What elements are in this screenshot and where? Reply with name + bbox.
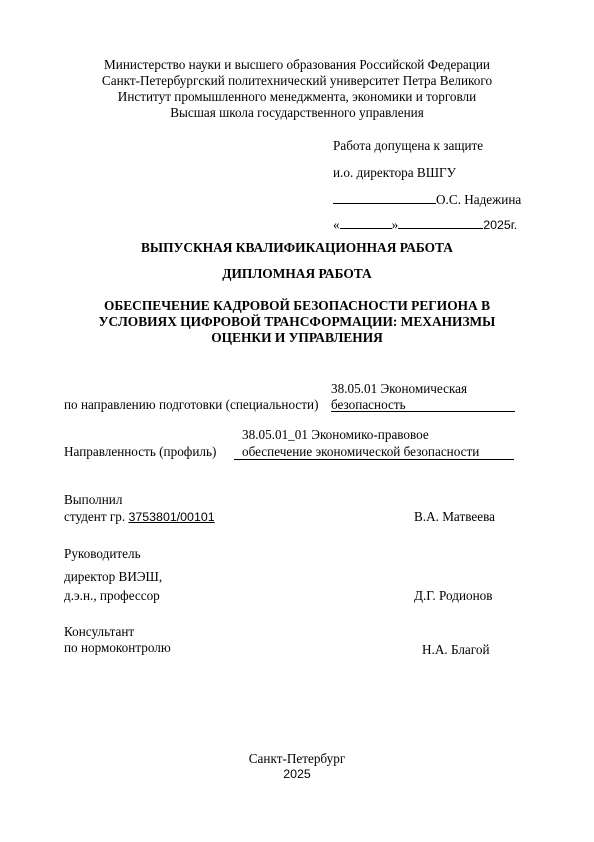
- director-position: и.о. директора ВШГУ: [333, 165, 456, 180]
- date-open-quote: «: [333, 217, 340, 232]
- director-signature-line: [333, 191, 521, 208]
- profile-underline: [234, 459, 514, 460]
- work-title: ВЫПУСКНАЯ КВАЛИФИКАЦИОННАЯ РАБОТА: [141, 240, 453, 255]
- approval-year: 2025г.: [483, 218, 518, 232]
- consultant-role: Консультант: [64, 624, 135, 639]
- supervisor-name: Д.Г. Родионов: [414, 588, 493, 603]
- profile-value-line-2: обеспечение экономической безопасности: [242, 444, 480, 459]
- supervisor-role: Руководитель: [64, 546, 141, 561]
- footer-city: Санкт-Петербург: [248, 751, 346, 766]
- supervisor-degree: д.э.н., профессор: [64, 588, 160, 603]
- university-line: Санкт-Петербургский политехнический университет Петра Великого: [101, 73, 493, 88]
- student-group-number: 3753801/00101: [128, 510, 215, 524]
- student-group-line: [64, 509, 215, 525]
- student-group-label: студент гр.: [64, 509, 126, 524]
- day-blank: [340, 216, 392, 229]
- admitted-text: Работа допущена к защите: [333, 138, 484, 153]
- approval-date-line: [333, 216, 517, 233]
- direction-value-line-2: безопасность: [331, 397, 406, 412]
- student-name: В.А. Матвеева: [414, 509, 495, 524]
- profile-label: Направленность (профиль): [64, 444, 217, 459]
- profile-value-line-1: 38.05.01_01 Экономико-правовое: [242, 427, 429, 442]
- work-type: ДИПЛОМНАЯ РАБОТА: [222, 266, 372, 281]
- student-role: Выполнил: [64, 492, 123, 507]
- consultant-name: Н.А. Благой: [422, 642, 490, 657]
- supervisor-position: директор ВИЭШ,: [64, 569, 163, 584]
- ministry-line: Министерство науки и высшего образования Российской Федерации: [104, 57, 490, 72]
- direction-underline: [331, 411, 515, 412]
- signature-blank: [333, 191, 436, 204]
- topic-line-3: ОЦЕНКИ И УПРАВЛЕНИЯ: [211, 330, 383, 345]
- direction-label: по направлению подготовки (специальности): [64, 397, 319, 412]
- consultant-subject: по нормоконтролю: [64, 640, 171, 655]
- date-close-quote: »: [391, 217, 399, 232]
- direction-value-line-1: 38.05.01 Экономическая: [331, 381, 468, 396]
- month-blank: [398, 216, 483, 229]
- topic-line-1: ОБЕСПЕЧЕНИЕ КАДРОВОЙ БЕЗОПАСНОСТИ РЕГИОНА В: [103, 298, 490, 313]
- topic-line-2: УСЛОВИЯХ ЦИФРОВОЙ ТРАНСФОРМАЦИИ: МЕХАНИЗМЫ: [98, 314, 496, 329]
- school-line: Высшая школа государственного управления: [170, 105, 424, 120]
- footer-year: 2025: [283, 767, 311, 781]
- director-name: О.С. Надежина: [436, 192, 522, 207]
- institute-line: Институт промышленного менеджмента, экономики и торговли: [117, 89, 477, 104]
